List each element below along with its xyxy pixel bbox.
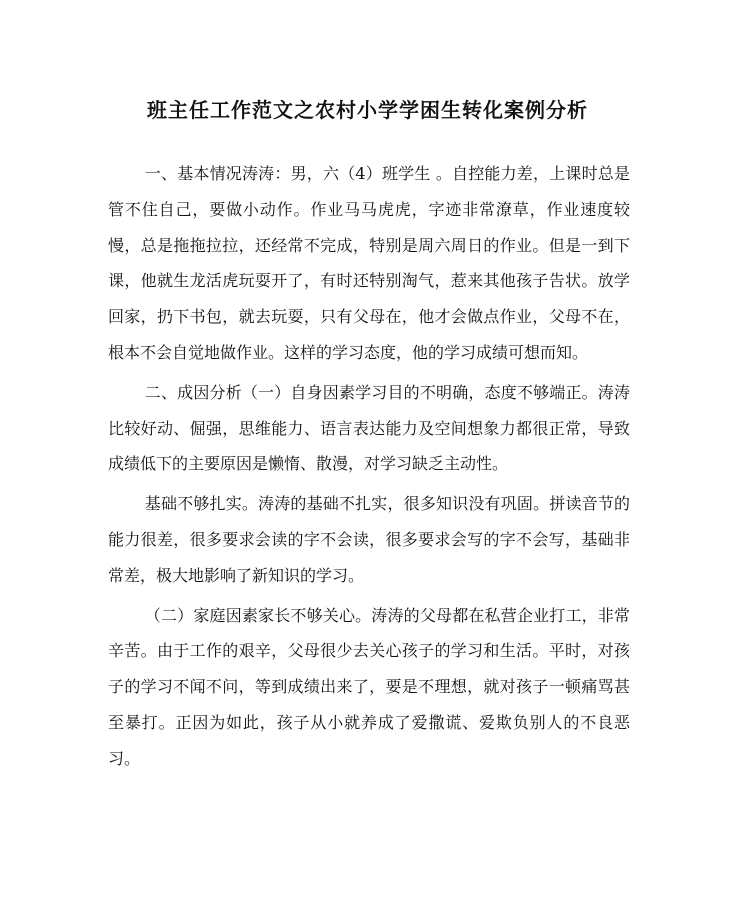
paragraph-weak-foundation: 基础不够扎实。涛涛的基础不扎实，很多知识没有巩固。拼读音节的能力很差，很多要求会读的字不会读，很多要求会写的字不会写，基础非常差，极大地影响了新知识的学习。 xyxy=(108,494,630,585)
document-title: 班主任工作范文之农村小学学困生转化案例分析 xyxy=(147,98,588,122)
paragraph-family-factors: （二）家庭因素家长不够关心。涛涛的父母都在私营企业打工，非常辛苦。由于工作的艰辛，父母很少去关心孩子的学习和生活。平时，对孩子的学习不闻不问，等到成绩出来了，要是不理想，就对孩子一顿痛骂甚至暴打。正因为如此，孩子从小就养成了爱撒谎、爱欺负别人的不良恶习。 xyxy=(108,605,630,768)
paragraph-cause-analysis: 二、成因分析（一）自身因素学习目的不明确，态度不够端正。涛涛比较好动、倔强，思维能力、语言表达能力及空间想象力都很正常，导致成绩低下的主要原因是懒惰、散漫，对学习缺乏主动性。 xyxy=(108,382,630,474)
document-body xyxy=(108,156,630,781)
paragraph-basic-situation: 一、基本情况涛涛：男，六（4）班学生 。自控能力差，上课时总是管不住自己，要做小动作。作业马马虎虎，字迹非常潦草，作业速度较慢，总是拖拖拉拉，还经常不完成，特别是周六周日的作业。但是一到下课，他就生龙活虎玩耍开了，有时还特别淘气，惹来其他孩子告状。放学回家，扔下书包，就去玩耍，只有父母在，他才会做点作业，父母不在，根本不会自觉地做作业。这样的学习态度，他的学习成绩可想而知。 xyxy=(108,164,630,362)
